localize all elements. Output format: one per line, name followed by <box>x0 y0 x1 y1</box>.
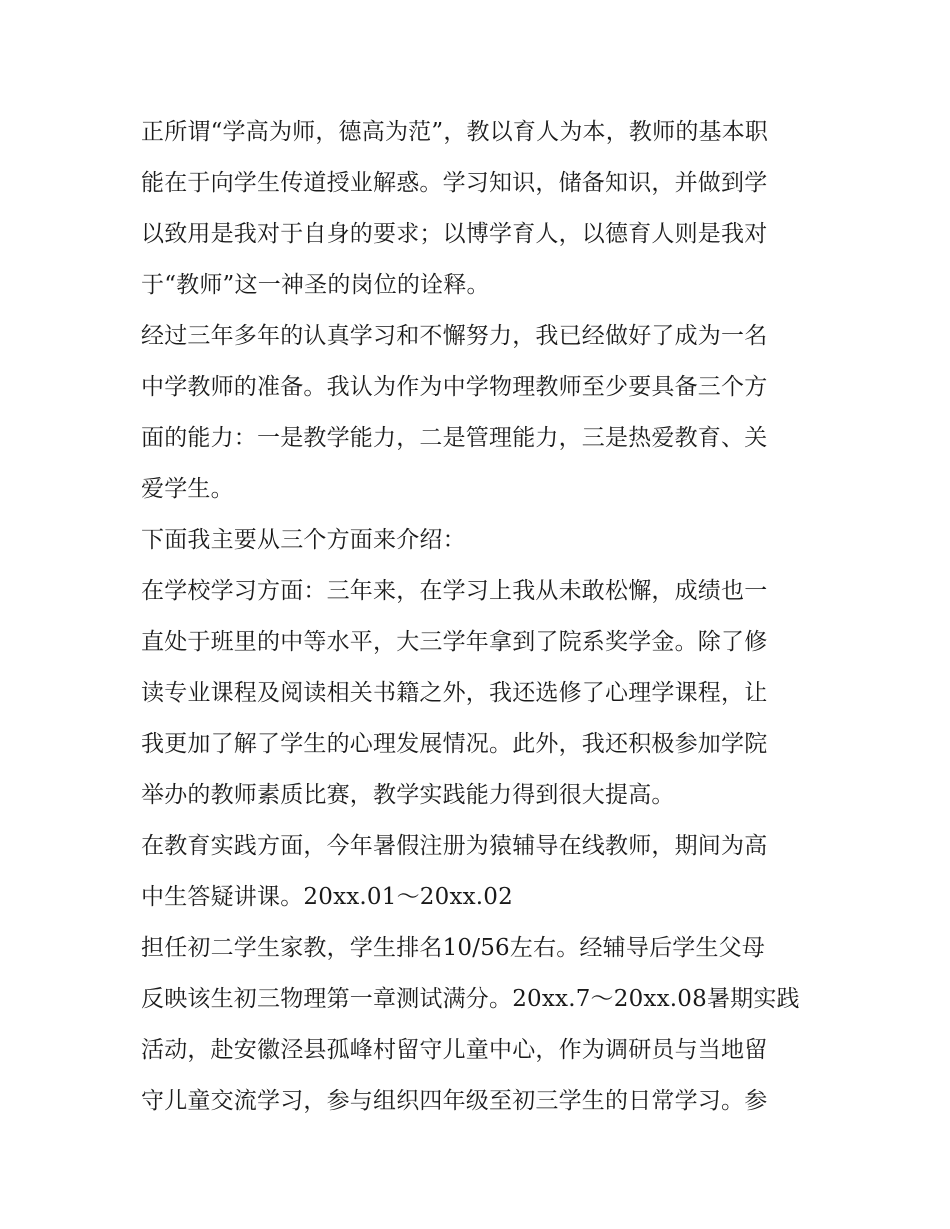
text-line: 在教育实践方面，今年暑假注册为猿辅导在线教师，期间为高 <box>141 833 768 859</box>
text-line: 于“教师”这一神圣的岗位的诠释。 <box>141 272 490 298</box>
text-line: 守儿童交流学习，参与组织四年级至初三学生的日常学习。参 <box>141 1088 768 1114</box>
text-line: 直处于班里的中等水平，大三学年拿到了院系奖学金。除了修 <box>141 629 768 655</box>
text-line: 担任初二学生家教，学生排名10/56左右。经辅导后学生父母 <box>141 935 766 961</box>
text-line: 面的能力：一是教学能力，二是管理能力，三是热爱教育、关 <box>141 425 768 451</box>
paragraph-education-practice <box>141 821 821 923</box>
text-line: 活动，赴安徽泾县孤峰村留守儿童中心，作为调研员与当地留 <box>141 1037 768 1063</box>
text-line: 中生答疑讲课。20xx.01～20xx.02 <box>141 884 513 910</box>
text-line: 读专业课程及阅读相关书籍之外，我还选修了心理学课程，让 <box>141 680 768 706</box>
text-line: 以致用是我对于自身的要求；以博学育人，以德育人则是我对 <box>141 221 768 247</box>
paragraph-intro <box>141 515 821 566</box>
text-line: 中学教师的准备。我认为作为中学物理教师至少要具备三个方 <box>141 374 768 400</box>
text-line: 爱学生。 <box>141 476 234 502</box>
paragraph-preparation <box>141 311 821 515</box>
text-line: 下面我主要从三个方面来介绍： <box>141 527 466 553</box>
text-line: 反映该生初三物理第一章测试满分。20xx.7～20xx.08暑期实践 <box>141 986 800 1012</box>
paragraph-teacher-role <box>141 107 821 311</box>
text-line: 能在于向学生传道授业解惑。学习知识，储备知识，并做到学 <box>141 170 768 196</box>
text-line: 在学校学习方面：三年来，在学习上我从未敢松懈，成绩也一 <box>141 578 768 604</box>
text-line: 举办的教师素质比赛，教学实践能力得到很大提高。 <box>141 782 675 808</box>
paragraph-school-study <box>141 566 821 821</box>
text-line: 正所谓“学高为师，德高为范”，教以育人为本，教师的基本职 <box>141 119 769 145</box>
text-line: 经过三年多年的认真学习和不懈努力，我已经做好了成为一名 <box>141 323 768 349</box>
document-page <box>141 107 821 1127</box>
text-line: 我更加了解了学生的心理发展情况。此外，我还积极参加学院 <box>141 731 768 757</box>
paragraph-tutoring <box>141 923 821 1127</box>
